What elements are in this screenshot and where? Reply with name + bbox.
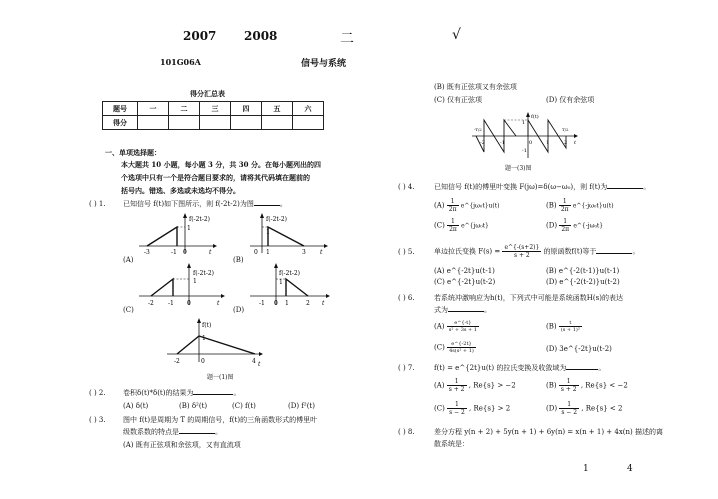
q5-end: 。	[632, 247, 640, 256]
q7-roc-d: , Re{s} < 2	[581, 404, 623, 413]
q1-d-tick1: -1	[259, 300, 265, 307]
q1-main-func: f(t)	[202, 322, 212, 329]
header-check: √	[452, 27, 461, 43]
q1-main-tick1: -2	[174, 358, 180, 365]
q1-main-tick2: 0	[201, 358, 205, 365]
section1-instr-2: 个选项中只有一个是符合题目要求的，请将其代码填在题前的	[121, 173, 310, 182]
q3-graph	[470, 110, 580, 162]
q4-answer-paren[interactable]: ( ) 4.	[398, 183, 415, 191]
q1-graph-b	[248, 213, 328, 258]
q1-c-peak: 1	[193, 278, 197, 285]
q4-opt-a	[434, 198, 500, 213]
q1-d-peak: 1	[279, 279, 283, 286]
q7-blank[interactable]	[566, 369, 598, 370]
q3-answer-paren[interactable]: ( ) 3.	[89, 416, 106, 424]
q7-label-b: (B)	[546, 381, 557, 390]
q5-opt-c: (C) e^{-2t}u(t-2)	[434, 278, 496, 286]
section1-instr-1: 本大题共 10 小题，每小题 3 分，共 30 分。在每小题列出的四	[121, 160, 321, 169]
q4-label-b: (B)	[546, 201, 557, 210]
q1-main-peak: 1	[202, 335, 206, 342]
q1-graph-a	[137, 213, 217, 258]
q6-den-a: s² + 3s + 1	[448, 327, 478, 333]
q1-main-t: t	[258, 361, 261, 368]
q7-num-d: 1	[559, 401, 579, 409]
q6-label-b: (B)	[546, 322, 557, 331]
page-total: 4	[627, 464, 633, 474]
q4-frac-b	[559, 198, 571, 213]
q1-label-c: (C)	[123, 306, 134, 314]
q7-stem: f(t) = e^{2t}u(t) 的拉氏变换及收敛域为	[434, 364, 567, 372]
q6-frac-a	[447, 320, 479, 333]
section1-heading: 一、单项选择题：	[105, 148, 161, 157]
q6-den-b: (s + 1)²	[560, 327, 580, 333]
q3-opt-a: (A) 既有正弦项和余弦项，又有直流项	[123, 441, 241, 449]
q2-text	[123, 389, 240, 398]
q7-roc-b: , Re{s} < −2	[580, 381, 628, 390]
q6-line1: 若系统冲激响应为h(t)，下列式中可能是系统函数H(s)的表达	[434, 294, 623, 302]
q6-opt-a	[434, 320, 479, 333]
q6-frac-b	[559, 320, 582, 333]
q1-d-tick4: 2	[306, 300, 310, 307]
q5-answer-paren[interactable]: ( ) 5.	[398, 248, 415, 256]
score-head-6: 六	[293, 102, 324, 116]
q2-answer-paren[interactable]: ( ) 2.	[89, 389, 106, 397]
q1-graph-c	[137, 263, 227, 311]
q7-opt-a	[434, 378, 516, 393]
q6-label-c: (C)	[434, 343, 445, 352]
q1-stem: 已知信号 f(t)如下图所示，则 f(-2t-2)为图	[123, 200, 254, 208]
q1-label-a: (A)	[123, 256, 134, 264]
q4-frac-d	[559, 218, 571, 233]
q7-frac-b	[559, 378, 579, 393]
page-number: 1	[583, 464, 589, 474]
score-row-label: 得分	[103, 116, 138, 130]
q7-end: 。	[598, 364, 606, 372]
q2-opt-b: (B) δ²(t)	[179, 402, 208, 410]
q2-stem: 卷积δ(t)*δ(t)的结果为	[123, 389, 194, 397]
q4-frac-a	[447, 198, 459, 213]
q4-label-d: (D)	[546, 221, 558, 230]
q1-d-func: f(-2t-2)	[279, 270, 301, 277]
q1-a-t: t	[209, 249, 212, 256]
q7-roc-a: , Re{s} > −2	[468, 381, 516, 390]
score-head-label: 题号	[103, 102, 138, 116]
header-semester: 二	[340, 31, 354, 47]
q6-opt-b	[546, 320, 582, 333]
q8-answer-paren[interactable]: ( ) 8.	[398, 428, 415, 436]
q3-graph-t: t	[574, 140, 577, 146]
q1-label-b: (B)	[233, 256, 244, 264]
score-cell-3	[200, 116, 231, 130]
q5-frac	[502, 244, 541, 259]
q6-blank[interactable]	[448, 311, 484, 312]
q1-b-t: t	[320, 249, 323, 256]
q2-blank[interactable]	[193, 394, 233, 395]
q3-graph-left: -T/2	[474, 127, 482, 132]
score-cell-2	[169, 116, 200, 130]
q7-answer-paren[interactable]: ( ) 7.	[398, 364, 415, 372]
q1-c-tick2: -1	[168, 300, 174, 307]
q2-opt-d: (D) f²(t)	[288, 402, 315, 410]
q4-den-a: 2π	[448, 206, 457, 213]
q4-den-d: 2π	[561, 226, 570, 233]
score-cell-6	[293, 116, 324, 130]
q6-line2	[434, 306, 491, 315]
q1-b-tick3: 3	[302, 249, 306, 256]
q1-a-peak: 1	[187, 225, 191, 232]
q1-text	[123, 200, 287, 209]
q3-graph-func: f(t)	[531, 114, 539, 120]
q3-blank[interactable]	[179, 433, 215, 434]
q1-a-tick3: 0	[183, 249, 187, 256]
q3-stem: 级数系数的特点是	[123, 428, 179, 436]
q4-den-c: 2π	[449, 226, 457, 233]
q1-blank[interactable]	[254, 205, 280, 206]
score-head-5: 五	[262, 102, 293, 116]
q8-line1: 差分方程 y(n + 2) + 5y(n + 1) + 6y(n) = x(n + 1) + 4x(n) 描述的离	[434, 428, 663, 436]
q3-graph-tick5: 2	[564, 140, 568, 146]
q7-den-b: s + 2	[560, 386, 577, 393]
score-head-4: 四	[231, 102, 262, 116]
q1-b-tick2: 1	[266, 249, 270, 256]
q5-opt-b: (B) e^{-2(t-1)}u(t-1)	[546, 267, 620, 275]
score-table	[102, 101, 324, 130]
q1-a-tick1: -3	[144, 249, 150, 256]
q6-den-c: 4s(s² + 1)	[449, 348, 474, 354]
q5-opt-a: (A) e^{-2t}u(t-1)	[434, 267, 495, 275]
q7-text	[434, 364, 605, 373]
q3-line1: 图中 f(t)是周期为 T 的周期信号，f(t)的三角函数形式的傅里叶	[123, 416, 318, 424]
q6-opt-c	[434, 341, 476, 354]
q3-opt-d: (D) 仅有余弦项	[546, 96, 595, 104]
q1-b-tick1: 0	[254, 249, 258, 256]
q1-c-func: f(-2t-2)	[193, 270, 215, 277]
q6-label-a: (A)	[434, 322, 445, 331]
q5-num: e^{-(s+2)}	[504, 244, 540, 251]
q2-end: 。	[233, 389, 241, 397]
q7-frac-c	[447, 401, 467, 416]
q1-c-tick1: -2	[148, 300, 154, 307]
score-cell-5	[262, 116, 293, 130]
q1-a-func: f(-2t-2)	[189, 216, 211, 223]
q6-opt-d: (D) 3e^{-2t}u(t-2)	[546, 345, 612, 353]
q2-opt-c: (C) f(t)	[232, 402, 256, 410]
q1-a-tick2: -1	[171, 249, 177, 256]
q7-frac-d	[559, 401, 579, 416]
q5-pre: 单边拉氏变换 F(s) =	[434, 247, 501, 256]
score-cell-4	[231, 116, 262, 130]
q7-num-a: 1	[447, 378, 467, 386]
q1-answer-paren[interactable]: ( ) 1.	[89, 200, 106, 208]
q1-main-tick3: 4	[252, 358, 256, 365]
q4-num-a: 1	[447, 198, 459, 206]
q4-label-a: (A)	[434, 201, 445, 210]
q7-label-a: (A)	[434, 381, 445, 390]
q6-num-c: e^{-2t}	[447, 341, 476, 348]
q4-num-b: 1	[559, 198, 571, 206]
q8-line2: 散系统是：	[434, 440, 469, 448]
q7-num-b: 1	[559, 378, 579, 386]
q5-blank[interactable]	[596, 253, 632, 254]
q4-exp-c: e^{jω₀t}	[461, 222, 489, 230]
q7-opt-b	[546, 378, 628, 393]
q1-c-t: t	[217, 300, 220, 307]
q5-opt-d: (D) e^{-2(t-2)}u(t-2)	[546, 278, 620, 286]
q3-opt-c: (C) 仅有正弦项	[434, 96, 483, 104]
q7-label-d: (D)	[546, 404, 558, 413]
q4-exp-b: e^{-jω₀t}u(t)	[572, 202, 614, 210]
q5-den: s + 2	[514, 252, 530, 259]
q3-graph-right: T/2	[562, 127, 569, 132]
q3-graph-neg: -1	[522, 148, 527, 154]
q6-answer-paren[interactable]: ( ) 6.	[398, 294, 415, 302]
q4-num-c: 1	[447, 218, 459, 226]
q7-num-c: 1	[447, 401, 467, 409]
course-name: 信号与系统	[301, 59, 347, 69]
q4-exp-d: e^{-jω₀t}	[573, 222, 604, 230]
q5-text	[434, 244, 639, 259]
q7-den-d: s − 2	[561, 409, 578, 416]
q7-opt-c	[434, 401, 510, 416]
q1-graph-main	[165, 318, 265, 370]
q3-opt-b: (B) 既有正弦项又有余弦项	[434, 83, 517, 91]
q1-caption: 题一(1)图	[207, 374, 234, 381]
q1-end: 。	[279, 200, 287, 208]
q4-blank[interactable]	[607, 188, 643, 189]
q4-den-b: 2π	[560, 206, 569, 213]
q7-opt-d	[546, 401, 622, 416]
q7-roc-c: , Re{s} > 2	[469, 404, 511, 413]
q4-opt-b	[546, 198, 614, 213]
q4-opt-c	[434, 218, 489, 233]
q6-frac-c	[447, 341, 476, 354]
section1-instr-3: 括号内。错选、多选或未选均不得分。	[121, 186, 240, 195]
q3-end: 。	[215, 428, 222, 436]
header-year2: 2008	[244, 29, 278, 43]
q4-frac-c	[447, 218, 459, 233]
q1-d-tick2: 0	[274, 300, 278, 307]
q1-label-d: (D)	[233, 306, 245, 314]
q4-opt-d	[546, 218, 603, 233]
q5-post: 的原函数f(t)等于	[543, 247, 597, 256]
q3-graph-tick2: -1	[500, 140, 505, 146]
q1-graph-d	[248, 263, 333, 311]
q4-exp-a: e^{jω₀t}u(t)	[460, 202, 500, 210]
q6-end: 。	[484, 306, 491, 314]
q1-d-tick3: 1	[285, 300, 289, 307]
q4-end: 。	[643, 183, 651, 191]
q3-graph-tick3: 0	[529, 140, 533, 146]
score-head-2: 二	[169, 102, 200, 116]
q6-num-a: e^{-t}	[447, 320, 479, 327]
course-code: 101G06A	[160, 57, 201, 67]
q4-num-d: 1	[559, 218, 571, 226]
q4-text	[434, 183, 650, 192]
q7-frac-a	[447, 378, 467, 393]
q2-opt-a: (A) δ(t)	[123, 402, 149, 410]
q4-stem: 已知信号 f(t)的傅里叶变换 F(jω)=δ(ω−ω₀)，则 f(t)为	[434, 183, 608, 191]
q3-line2	[123, 428, 222, 437]
score-head-3: 三	[200, 102, 231, 116]
header-year1: 2007	[183, 29, 217, 43]
q3-graph-tick4: 1	[546, 140, 550, 146]
score-table-title: 得分汇总表	[190, 89, 225, 98]
q1-c-tick3: 0	[187, 300, 191, 307]
q1-d-t: t	[322, 300, 325, 307]
q7-den-a: s + 2	[448, 386, 465, 393]
score-head-1: 一	[138, 102, 169, 116]
q6-stem: 式为	[434, 306, 448, 314]
q3-caption: 题一(3)图	[505, 165, 532, 172]
q1-b-peak: 1	[266, 229, 270, 236]
q3-graph-peak: 1	[522, 120, 526, 126]
q7-label-c: (C)	[434, 404, 445, 413]
q7-den-c: s − 2	[449, 409, 465, 416]
q6-num-b: t	[559, 320, 582, 327]
score-cell-1	[138, 116, 169, 130]
q3-graph-tick1: -2	[480, 140, 485, 146]
q1-b-func: f(-2t-2)	[266, 216, 288, 223]
q4-label-c: (C)	[434, 221, 445, 230]
